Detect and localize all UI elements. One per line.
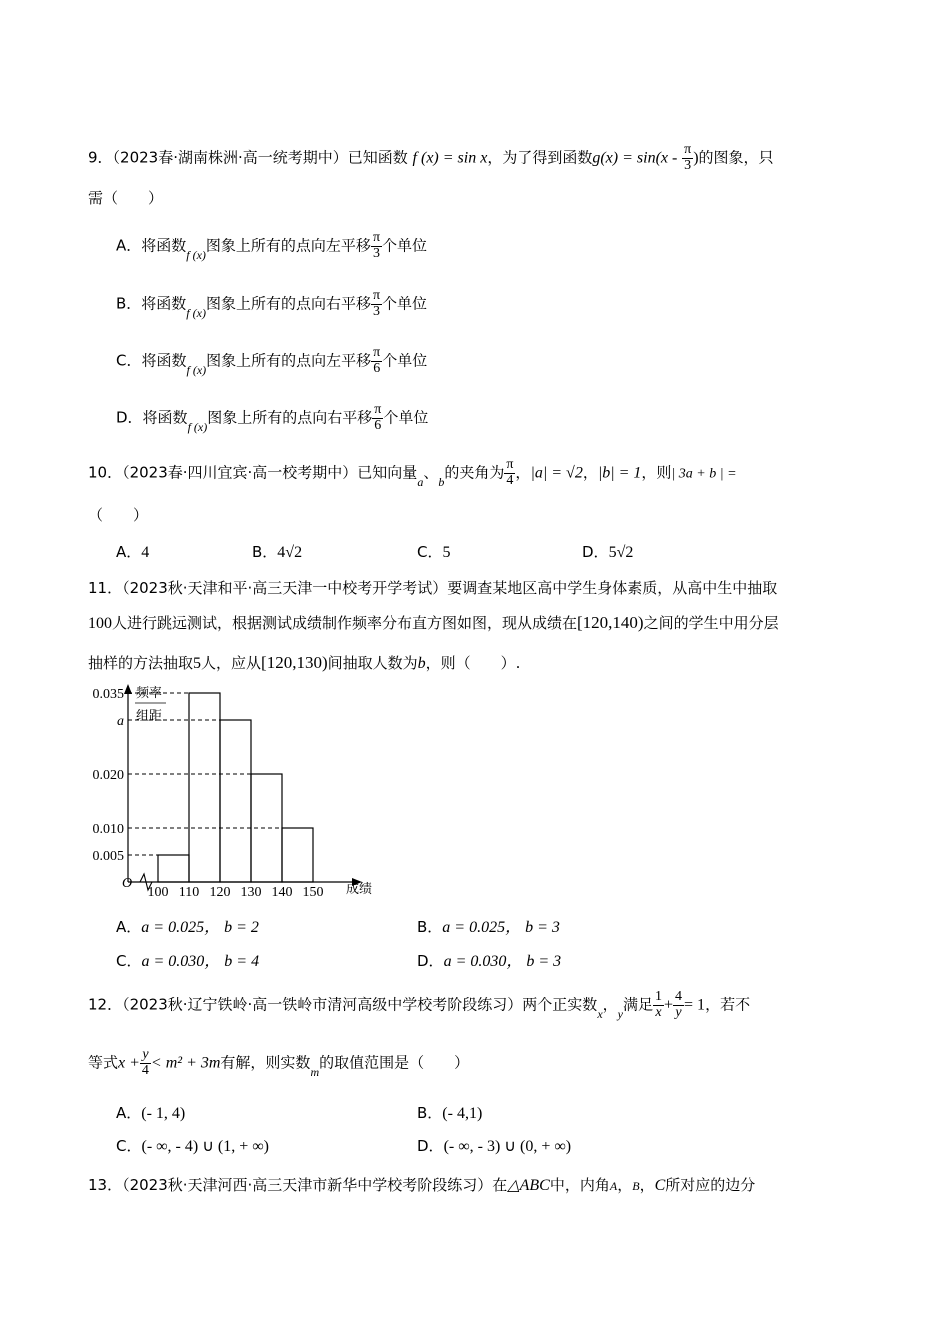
q9-mid-text: ，为了得到函数 — [487, 148, 593, 167]
satisfy-text: 满足 — [622, 995, 653, 1014]
question-number: 10． — [88, 463, 123, 482]
angle-text: 的夹角为 — [444, 463, 505, 482]
q9-stem-line1 — [88, 143, 774, 173]
q11-line3-mid2: 间抽取人数为 — [327, 654, 418, 672]
question-number: 13． — [88, 1176, 123, 1194]
question-source: （2023秋·天津河西·高三天津市新华中学校考阶段练习）在 — [122, 1176, 508, 1194]
q11-stem-line3 — [88, 652, 520, 673]
question-source: （2023春·四川宜宾·高一校考期中）已知向量 — [122, 463, 418, 482]
y-tick-label: 0.010 — [92, 822, 124, 837]
q11-option-a[interactable]: A．a = 0.025， b = 2 — [116, 918, 259, 936]
question-source: （2023秋·辽宁铁岭·高一铁岭市清河高级中学校考阶段练习）两个正实数 — [122, 995, 598, 1014]
four-over-y: $\frac{4}{y}$ — [675, 989, 683, 1020]
q9-option-a[interactable]: A．将函数$_{f (x)}$图象上所有的点向左平移 $\frac{\pi}{3}$ 个单位 — [116, 230, 428, 262]
y-label-top: 频率 — [136, 686, 163, 701]
q9-option-b[interactable]: B．将函数$_{f (x)}$图象上所有的点向右平移 $\frac{\pi}{3}$ 个单位 — [116, 288, 428, 320]
origin-label: O — [122, 876, 133, 891]
question-number: 12． — [88, 995, 123, 1014]
q11-stem-line1 — [88, 577, 777, 598]
abs-b: |b| = 1 — [597, 464, 642, 482]
sample-count: 5 — [193, 655, 202, 672]
pi-over-4-fraction: $\frac{\pi}{4}$ — [506, 457, 514, 488]
q13-stem-line1: 13．（2023秋·天津河西·高三天津市新华中学校考阶段练习）在△ABC中，内角A，B，C所对应的边分 — [88, 1176, 756, 1194]
q12-option-a[interactable]: A．(- 1, 4) — [116, 1104, 186, 1122]
q11-line3-tail: ，则（ ）. — [425, 654, 521, 672]
vector-a: a — [417, 474, 424, 489]
q9-stem-line2: 需（ ） — [88, 189, 164, 207]
frequency-histogram — [80, 682, 390, 900]
q10-option-a[interactable]: A．4 — [116, 543, 150, 561]
magnitude-expression: | 3a + b | = — [671, 466, 737, 482]
q9-option-c[interactable]: C．将函数$_{f (x)}$图象上所有的点向左平移 $\frac{\pi}{6}$ 个单位 — [116, 345, 428, 377]
histogram-bar — [220, 720, 251, 882]
question-number: 11． — [88, 579, 123, 597]
f-expression: f (x) = sin x — [412, 149, 488, 167]
then-text: ，则 — [641, 463, 672, 482]
q11-option-b[interactable]: B．a = 0.025， b = 3 — [417, 918, 560, 936]
g-close-paren: ) — [693, 149, 699, 167]
pi-over-3-fraction: $\frac{\pi}{3}$ — [684, 142, 692, 173]
q10-option-c[interactable]: C．5 — [417, 543, 451, 561]
x-tick-label: 120 — [209, 885, 231, 900]
separator: 、 — [423, 463, 439, 482]
x-tick-label: 110 — [178, 885, 200, 900]
var-m: m — [310, 1064, 320, 1079]
y-tick-label: 0.035 — [92, 687, 124, 702]
x-tick-label: 140 — [271, 885, 293, 900]
triangle-abc: △ABC — [507, 1177, 550, 1194]
var-x: x — [597, 1006, 603, 1021]
q11-option-c[interactable]: C．a = 0.030， b = 4 — [116, 952, 260, 970]
q11-line3-mid: 人，应从 — [201, 654, 262, 672]
x-axis-label: 成绩 — [346, 882, 373, 897]
q13-tail: 所对应的边分 — [665, 1176, 756, 1194]
vector-b: b — [438, 474, 445, 489]
q10-stem-line2: （ ） — [88, 506, 149, 524]
q12-stem-line2 — [88, 1048, 469, 1078]
equals-one: = 1 — [684, 996, 706, 1014]
q11-option-d[interactable]: D．a = 0.030， b = 3 — [417, 952, 562, 970]
q12-line2-mid: 有解，则实数 — [220, 1053, 311, 1072]
q12-option-d[interactable]: D．(- ∞, - 3) ∪ (0, + ∞) — [417, 1137, 572, 1155]
sample-size: 100 — [88, 615, 112, 632]
q12-stem-line1: 12．（2023秋·辽宁铁岭·高一铁岭市清河高级中学校考阶段练习）两个正实数$_x$，$_y$满足 $\frac{1}{x}$ + $\frac{4}{y}$ = 1，若不 — [88, 989, 751, 1021]
q11-line1-text: （2023秋·天津和平·高三天津一中校考开学考试）要调查某地区高中学生身体素质，从高中生中抽取 — [122, 579, 778, 597]
q11-line2-text: 人进行跳远测试，根据测试成绩制作频率分布直方图如图，现从成绩在 — [112, 614, 578, 632]
histogram-bar — [189, 693, 220, 882]
q13-mid: 中，内角 — [549, 1176, 610, 1194]
angle-b: B — [632, 1179, 640, 1193]
histogram-bar — [158, 855, 189, 882]
y-axis-arrow — [124, 684, 132, 694]
q11-stem-line2 — [88, 612, 779, 633]
y-tick-label: 0.020 — [92, 768, 124, 783]
variable-b: b — [417, 655, 426, 672]
interval-120-130: [120,130) — [261, 653, 328, 672]
q9-option-d[interactable]: D．将函数$_{f (x)}$图象上所有的点向右平移 $\frac{\pi}{6}$ 个单位 — [116, 402, 429, 434]
histogram-bar — [282, 828, 313, 882]
interval-120-140: [120,140) — [577, 613, 644, 632]
x-tick-label: 130 — [240, 885, 262, 900]
question-number: 9． — [88, 148, 113, 167]
y-tick-label: a — [117, 714, 124, 729]
q9-tail: 的图象，只 — [698, 148, 774, 167]
ineq-x: x + — [118, 1054, 140, 1072]
q12-line2-tail: 的取值范围是（ ） — [319, 1053, 470, 1072]
ineq-rest: < m² + 3m — [150, 1054, 221, 1072]
abs-a: |a| = √2 — [530, 464, 583, 482]
var-y: y — [617, 1006, 623, 1021]
g-expression: g(x) = sin(x - — [592, 149, 678, 167]
question-source: （2023春·湖南株洲·高一统考期中）已知函数 — [112, 148, 408, 167]
q12-option-c[interactable]: C．(- ∞, - 4) ∪ (1, + ∞) — [116, 1137, 269, 1155]
x-tick-label: 100 — [147, 885, 169, 900]
x-tick-label: 150 — [302, 885, 324, 900]
q12-line2-text: 等式 — [88, 1053, 119, 1072]
one-over-x: $\frac{1}{x}$ — [655, 989, 662, 1020]
q12-option-b[interactable]: B．(- 4,1) — [417, 1104, 483, 1122]
angle-a: A — [609, 1179, 618, 1193]
q10-stem-line1: 10．（2023春·四川宜宾·高一校考期中）已知向量$_a$、$_b$的夹角为 $\frac{\pi}{4}$ ，|a| = √2，|b| = 1，则| 3a + b | = — [88, 457, 737, 489]
q10-option-b[interactable]: B．4√2 — [252, 543, 303, 561]
q11-line2-tail: 之间的学生中用分层 — [643, 614, 779, 632]
y-over-4: $\frac{y}{4}$ — [141, 1047, 149, 1078]
q10-option-d[interactable]: D．5√2 — [582, 543, 634, 561]
angle-c: C — [654, 1177, 666, 1194]
q11-line3-text: 抽样的方法抽取 — [88, 654, 194, 672]
y-tick-label: 0.005 — [92, 849, 124, 864]
q12-tail: ，若不 — [705, 995, 751, 1014]
y-label-bottom: 组距 — [136, 709, 163, 724]
